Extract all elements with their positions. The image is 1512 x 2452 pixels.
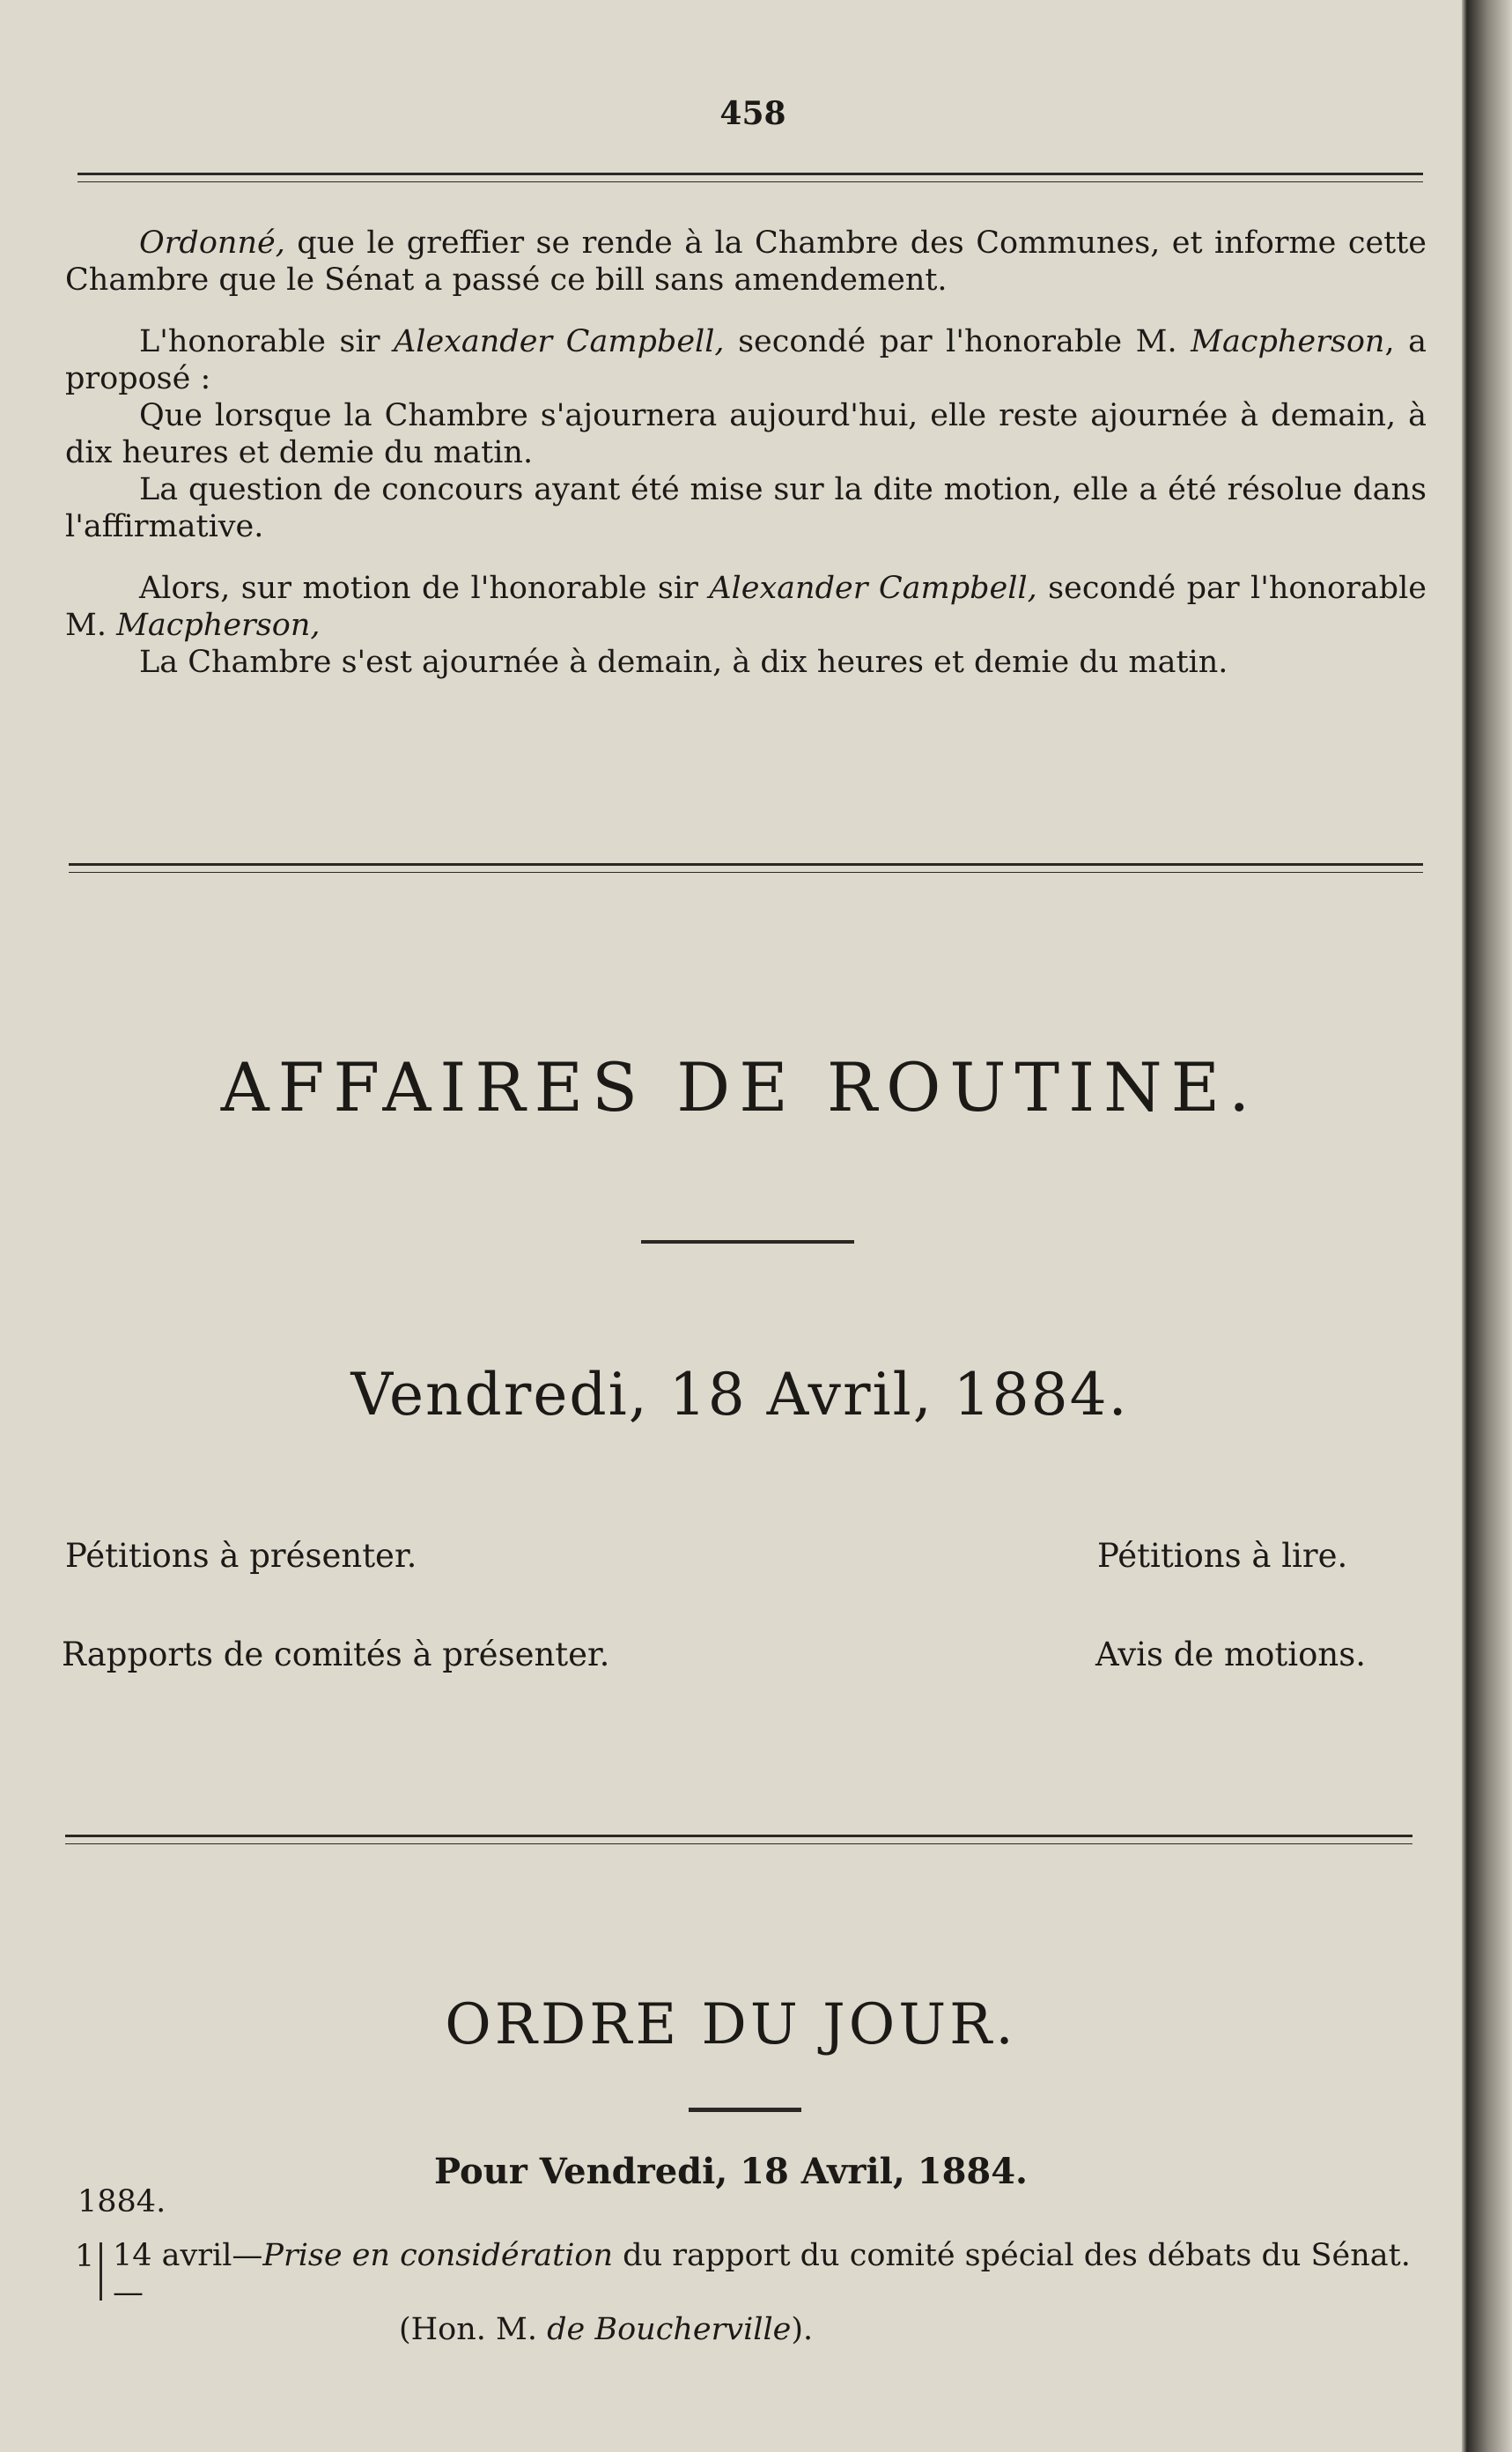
page-binding-edge: [1462, 0, 1512, 2452]
paragraph-proposal: [65, 324, 1427, 397]
entry-text-1: du rapport du comité spécial des débats du Sénat.—: [113, 2238, 1411, 2310]
entry-text-2: (Hon. M.: [399, 2312, 548, 2347]
margin-year: 1884.: [77, 2184, 166, 2219]
ordonne-italic: Ordonné,: [139, 225, 285, 261]
top-rule: [77, 173, 1423, 182]
alors-name-campbell: Alexander Campbell,: [709, 571, 1037, 606]
ordre-underline: [689, 2108, 801, 2112]
entry-number: 1: [75, 2239, 95, 2274]
paragraph-alors: [65, 571, 1427, 644]
affaires-heading: AFFAIRES DE ROUTINE.: [220, 1048, 1259, 1126]
affaires-underline: [641, 1240, 854, 1244]
paragraph-concours: [65, 472, 1427, 545]
adjourn-motion-text: Que lorsque la Chambre s'ajournera aujourd'hui, elle reste ajournée à demain, à dix heures et demie du matin.: [65, 398, 1427, 470]
proposal-name-campbell: Alexander Campbell,: [393, 324, 725, 359]
ordonne-text: que le greffier se rende à la Chambre des Communes, et informe cette Chambre que le Sénat a passé ce bill sans amendement.: [65, 225, 1427, 298]
item-petitions-presenter: Pétitions à présenter.: [65, 1537, 417, 1575]
paragraph-adjourn-motion: [65, 398, 1427, 471]
proposal-text-3: , a proposé :: [65, 324, 1427, 396]
adjourned-text: La Chambre s'est ajournée à demain, à dix heures et demie du matin.: [139, 645, 1228, 680]
order-entry: [113, 2237, 1425, 2348]
pour-heading: Pour Vendredi, 18 Avril, 1884.: [434, 2151, 1028, 2192]
proposal-text-2: secondé par l'honorable M.: [724, 324, 1191, 359]
item-petitions-lire: Pétitions à lire.: [1097, 1537, 1348, 1575]
ordre-heading: ORDRE DU JOUR.: [445, 1992, 1017, 2057]
item-rapports: Rapports de comités à présenter.: [62, 1636, 610, 1673]
order-entry-line-1: [113, 2237, 1425, 2311]
entry-italic-boucherville: de Boucherville: [547, 2312, 792, 2347]
paragraph-ordonne: [65, 225, 1427, 299]
margin-bar: [100, 2242, 102, 2301]
item-avis: Avis de motions.: [1095, 1636, 1366, 1673]
alors-text-1: Alors, sur motion de l'honorable sir: [139, 571, 710, 606]
paragraph-adjourned: [65, 645, 1427, 682]
section-rule-2: [65, 1835, 1412, 1844]
concours-text: La question de concours ayant été mise sur la dite motion, elle a été résolue dans l'affirmative.: [65, 472, 1427, 544]
entry-date: 14 avril—: [113, 2238, 263, 2273]
entry-text-3: ).: [791, 2312, 814, 2347]
page-number: 458: [719, 95, 786, 132]
entry-italic-prise: Prise en considération: [262, 2238, 614, 2273]
section-rule-1: [69, 863, 1423, 873]
proposal-text-1: L'honorable sir: [139, 324, 394, 359]
date-heading: Vendredi, 18 Avril, 1884.: [350, 1361, 1129, 1429]
alors-name-macpherson: Macpherson,: [116, 607, 321, 643]
proposal-name-macpherson: Macpherson: [1191, 324, 1385, 359]
order-entry-line-2: [113, 2311, 1425, 2348]
alors-text-2: secondé par l'honorable M.: [65, 571, 1427, 643]
